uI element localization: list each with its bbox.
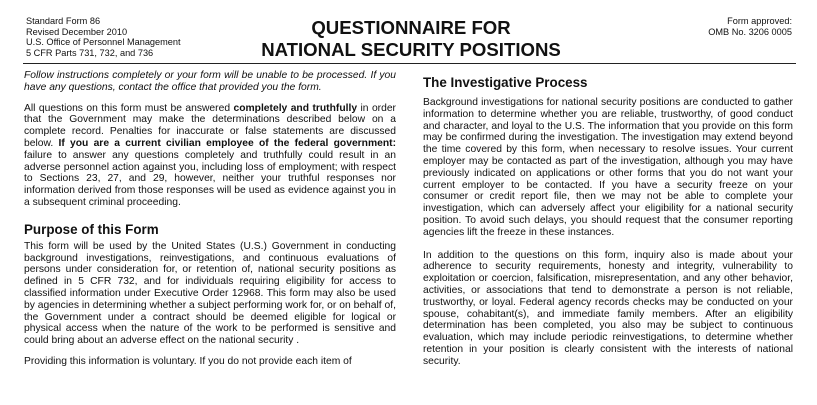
- voluntary-paragraph: Providing this information is voluntary. If you do not provide each item of: [24, 355, 352, 367]
- answer-requirements-text-3: failure to answer any questions completely and truthfully could result in an adverse personnel action against you, including loss of employment; with respect to Sections 23, 27, and 29, however, neither your truthful responses nor information derived from those responses will be used as evidence against you in a subsequent criminal proceeding.: [24, 149, 396, 208]
- approval-label: Form approved:: [727, 16, 792, 26]
- form-identification: [26, 16, 226, 58]
- form-title-line-1: QUESTIONNAIRE FOR: [311, 17, 511, 38]
- answer-requirements-text-1: All questions on this form must be answered: [24, 102, 234, 114]
- form-number: Standard Form 86: [26, 16, 101, 26]
- form-title-line-2: NATIONAL SECURITY POSITIONS: [261, 38, 561, 60]
- left-column: [24, 70, 396, 400]
- omb-approval: [640, 16, 792, 37]
- purpose-paragraph: This form will be used by the United States (U.S.) Government in conducting background investigations, reinvestigations, and continuous evaluations of persons under consideration for, or retention of, national security positions as defined in 5 CFR 732, and for individuals requiring eligibility for access to classified information under Executive Order 12968. This form may also be used by agencies in determining whether a subject performing work for, or on behalf of, the Government under a contract should be deemed eligible for logical or physical access when the nature of the work to be performed is sensitive and could bring about an adverse effect on the national security .: [24, 240, 396, 347]
- answer-requirements-text-2: in order that the Government may make the determinations described below on a complete record. Penalties for inaccurate or false statements are discussed below.: [24, 102, 396, 149]
- investigative-process-heading: The Investigative Process: [423, 75, 588, 90]
- form-title: [230, 17, 592, 60]
- investigation-paragraph-2: In addition to the questions on this form, inquiry also is made about your adherence to security requirements, honesty and integrity, vulnerability to exploitation or coercion, falsification, misrepresentation, and any other behavior, activities, or associations that tend to demonstrate a person is not reliable, trustworthy, or loyal. Federal agency records checks may be conducted on your spouse, cohabitant(s), and immediate family members. After an eligibility determination has been completed, you also may be subject to continuous evaluation, which may include periodic reinvestigations, to determine whether retention in your position is clearly consistent with the interests of national security.: [423, 249, 793, 367]
- issuing-agency: U.S. Office of Personnel Management: [26, 37, 181, 48]
- purpose-heading: Purpose of this Form: [24, 221, 159, 237]
- omb-number: OMB No. 3206 0005: [708, 26, 792, 37]
- form-revision-date: Revised December 2010: [26, 26, 128, 37]
- answer-requirements-emphasis: completely and truthfully: [233, 102, 358, 114]
- investigation-paragraph-1: Background investigations for national security positions are conducted to gather information to determine whether you are reliable, trustworthy, of good conduct and character, and loyal to the U.S. The information that you provide on this form may be confirmed during the investigation. The investigation may extend beyond the time covered by this form, when necessary to resolve issues. Your current employer may be contacted as part of the investigation, although you may have previously indicated on applications or other forms that you do not want your current employer to be contacted. If you have a security freeze on your consumer or credit report file, then we may not be able to complete your investigation, which can adversely affect your eligibility for a national security position. To avoid such delays, you should request that the consumer reporting agencies lift the freeze in these instances.: [423, 97, 793, 238]
- federal-employee-emphasis: If you are a current civilian employee of the federal government:: [58, 137, 396, 149]
- answer-requirements-paragraph: [24, 103, 396, 209]
- header-divider: [23, 63, 796, 64]
- instructions-paragraph: Follow instructions completely or your form will be unable to be processed. If you have any questions, contact the office that provided you the form.: [24, 70, 396, 93]
- cfr-reference: 5 CFR Parts 731, 732, and 736: [26, 47, 154, 58]
- right-column: [423, 75, 793, 405]
